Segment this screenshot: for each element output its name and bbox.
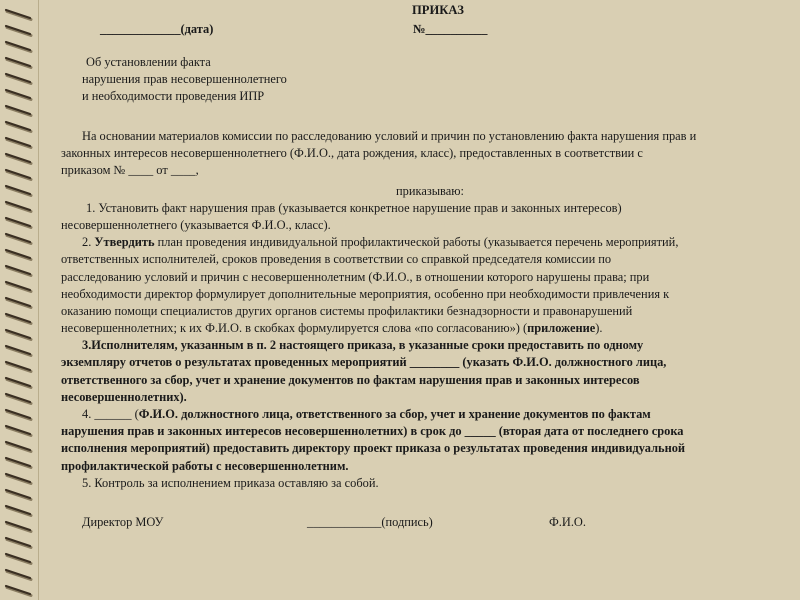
signature-position: Директор МОУ — [82, 515, 164, 529]
basis-line: приказом № ____ от ____, — [61, 163, 199, 178]
item-4-line: профилактической работы с несовершеннолетним. — [61, 458, 349, 473]
item-2-lead: Утвердить — [94, 235, 155, 250]
subject-line: и необходимости проведения ИПР — [82, 89, 265, 104]
subject-line: Об установлении факта — [86, 55, 211, 69]
item-3-line: экземпляру отчетов о результатах проведенных мероприятий ________ (указать Ф.И.О. должностного лица, — [61, 355, 667, 370]
item-4-first-bold: Ф.И.О. должностного лица, ответственного за сбор, учет и хранение документов по фактам — [138, 407, 651, 421]
signature-name: Ф.И.О. — [549, 515, 586, 529]
item-2-last-plain: несовершеннолетних; к их Ф.И.О. в скобках формулируется слова «по согласованию») ( — [61, 321, 528, 336]
item-2-first-line — [61, 234, 799, 251]
item-2-last-line — [61, 320, 799, 337]
order-number-line: №__________ — [413, 22, 488, 36]
document-page — [39, 0, 800, 600]
item-1-line: 1. Установить факт нарушения прав (указывается конкретное нарушение прав и законных интересов) — [86, 200, 622, 215]
order-date-line: _____________(дата) — [100, 22, 214, 36]
item-2-line: необходимости директор формулирует дополнительные мероприятия, особенно при необходимости привлечения к — [61, 286, 670, 301]
order-subject — [82, 54, 287, 106]
item-2-line: расследованию условий и причин с несовершеннолетним (Ф.И.О., в отношении которого нарушены права; при — [61, 269, 650, 284]
basis-line: законных интересов несовершеннолетнего (Ф.И.О., дата рождения, класс), предоставленных в соответствии с — [61, 146, 643, 161]
item-4-first-line — [61, 406, 799, 423]
basis-line: На основании материалов комиссии по расследованию условий и причин по установлению факта нарушения прав и — [82, 129, 697, 143]
item-5-line: 5. Контроль за исполнением приказа оставляю за собой. — [82, 475, 379, 490]
item-2-number: 2. — [82, 235, 92, 250]
signature-line: ____________(подпись) — [307, 515, 433, 529]
item-3-line: несовершеннолетних). — [61, 389, 187, 404]
item-1-line: несовершеннолетнего (указывается Ф.И.О., класс). — [61, 217, 331, 232]
item-2-last-end: ). — [595, 321, 603, 336]
item-4-start: 4. ______ ( — [82, 407, 139, 421]
item-2-line: ответственных исполнителей, сроков проведения в соответствии со справкой председателя комиссии по — [61, 252, 612, 267]
subject-line: нарушения прав несовершеннолетнего — [82, 72, 287, 87]
item-4-line: исполнения мероприятий) предоставить директору проект приказа о результатах проведения индивидуальной — [61, 441, 686, 456]
notebook-binding — [0, 0, 39, 600]
appendix-label: приложение — [527, 321, 596, 336]
item-3-line: 3.Исполнителям, указанным в п. 2 настоящего приказа, в указанные сроки предоставить по одному — [82, 338, 644, 353]
decree-word: приказываю: — [396, 183, 464, 198]
item-2-line: оказанию помощи специалистов других органов системы профилактики безнадзорности и правонарушений — [61, 303, 633, 318]
order-body — [61, 128, 799, 492]
item-4-line: нарушения прав и законных интересов несовершеннолетних) в срок до _____ (вторая дата от последнего срока — [61, 424, 684, 439]
binding-rings-icon — [0, 0, 38, 600]
item-3-line: ответственного за сбор, учет и хранение документов по фактам нарушения прав и законных интересов — [61, 372, 640, 387]
item-2-first-rest: план проведения индивидуальной профилактической работы (указывается перечень мероприятий, — [154, 235, 679, 250]
order-title: ПРИКАЗ — [412, 3, 464, 17]
